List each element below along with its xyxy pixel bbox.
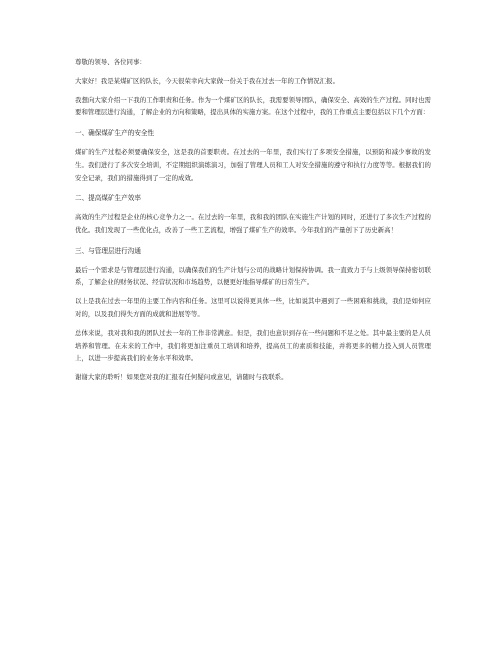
thanks-paragraph: 谢谢大家的聆听！如果您对我的汇报有任何疑问或意见，请随时与我联系。: [75, 373, 288, 382]
section-heading-safety: 一、确保煤矿生产的安全性: [75, 129, 155, 138]
section-heading-communication: 三、与管理层进行沟通: [75, 246, 141, 255]
overview-paragraph: 我想向大家介绍一下我的工作职责和任务。作为一个煤矿区的队长，我需要领导团队，确保安全、高效的生产过程。同时也需要和管理层进行沟通，了解企业的方向和策略，提出具体的实施方案。在这个过程中，我的工作重点主要包括以下几个方面：: [75, 95, 431, 117]
intro-paragraph: 大家好！我是某煤矿区的队长，今天很荣幸向大家做一份关于我在过去一年的工作情况汇报。: [75, 76, 340, 85]
section-body-efficiency: 高效的生产过程是企业的核心竞争力之一。在过去的一年里，我和我的团队在实施生产计划的同时，还进行了多次生产过程的优化。我们发现了一些优化点，改善了一些工艺流程，增强了煤矿生产的效率。今年我们的产量创下了历史新高！: [75, 213, 431, 234]
summary-paragraph: 总体来说，我对我和我的团队过去一年的工作非常满意。但是，我们也意识到存在一些问题和不足之处。其中最主要的是人员培养和管理。在未来的工作中，我们将更加注重员工培训和培养，提高员工的素质和技能，并将更多的精力投入到人员管理上，以进一步提高我们的业务水平和效率。: [75, 328, 431, 363]
section-body-communication: 最后一个需求是与管理层进行沟通，以确保我们的生产计划与公司的战略计划保持协调。我一直致力于与上级领导保持密切联系，了解企业的财务状况、经营状况和市场趋势，以便更好地指导煤矿的日常生产。: [75, 265, 431, 287]
closing-note-paragraph: 以上是我在过去一年里的主要工作内容和任务。这里可以说得更具体一些，比如说其中遇到了一些困难和挑战，我们是如何应对的，以及我们得失方面的成就和进展等等。: [75, 297, 431, 318]
salutation: 尊敬的领导、各位同事：: [75, 58, 146, 66]
document-page: [75, 56, 431, 384]
section-body-safety: 煤矿的生产过程必须要确保安全，这是我的首要职责。在过去的一年里，我们实行了多项安全措施，以预防和减少事故的发生。我们进行了多次安全培训，不定期组织演练演习，加强了管理人员和工人对安全措施的遵守和执行力度等等。根据我们的安全记录，我们的措施得到了一定的成效。: [75, 147, 431, 182]
section-heading-efficiency: 二、提高煤矿生产效率: [75, 194, 141, 203]
